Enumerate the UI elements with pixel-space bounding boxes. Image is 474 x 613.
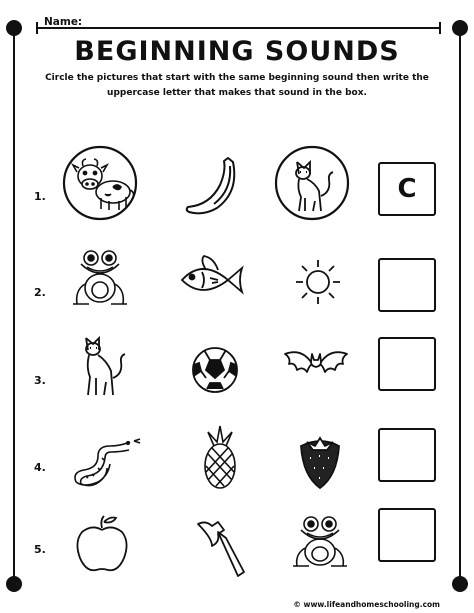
- name-line: [36, 27, 439, 29]
- row-number: 5.: [34, 543, 46, 556]
- left-border: [13, 28, 15, 584]
- answer-box[interactable]: [378, 508, 436, 562]
- row-number: 1.: [34, 190, 46, 203]
- right-border: [459, 28, 461, 584]
- answer-box[interactable]: [378, 258, 436, 312]
- row-number: 3.: [34, 374, 46, 387]
- sun-icon[interactable]: [283, 248, 357, 322]
- cat-icon[interactable]: [68, 334, 142, 408]
- soccer-ball-icon[interactable]: [183, 338, 257, 412]
- page-title: BEGINNING SOUNDS: [74, 36, 400, 67]
- row-number: 2.: [34, 286, 46, 299]
- answer-box[interactable]: [378, 337, 436, 391]
- frog-icon[interactable]: [283, 510, 357, 584]
- instructions: Circle the pictures that start with the same beginning sound then write the uppercase letter that makes that sound in the box.: [45, 73, 429, 98]
- name-label: Name:: [44, 16, 83, 28]
- cat-icon[interactable]: [275, 146, 349, 220]
- apple-icon[interactable]: [68, 512, 142, 586]
- answer-box[interactable]: C: [378, 162, 436, 216]
- answer-box[interactable]: [378, 428, 436, 482]
- bat-icon[interactable]: [282, 340, 356, 414]
- snake-icon[interactable]: [68, 428, 142, 502]
- row-number: 4.: [34, 461, 46, 474]
- name-line-cap: [36, 22, 38, 34]
- axe-icon[interactable]: [190, 512, 264, 586]
- banana-icon[interactable]: [176, 150, 250, 224]
- name-line-cap: [439, 22, 441, 34]
- pineapple-icon[interactable]: [186, 424, 260, 498]
- strawberry-icon[interactable]: [283, 428, 357, 502]
- fish-icon[interactable]: [176, 248, 250, 322]
- cow-icon[interactable]: [63, 146, 137, 220]
- frog-icon[interactable]: [63, 242, 137, 316]
- footer-credit: © www.lifeandhomeschooling.com: [293, 600, 440, 609]
